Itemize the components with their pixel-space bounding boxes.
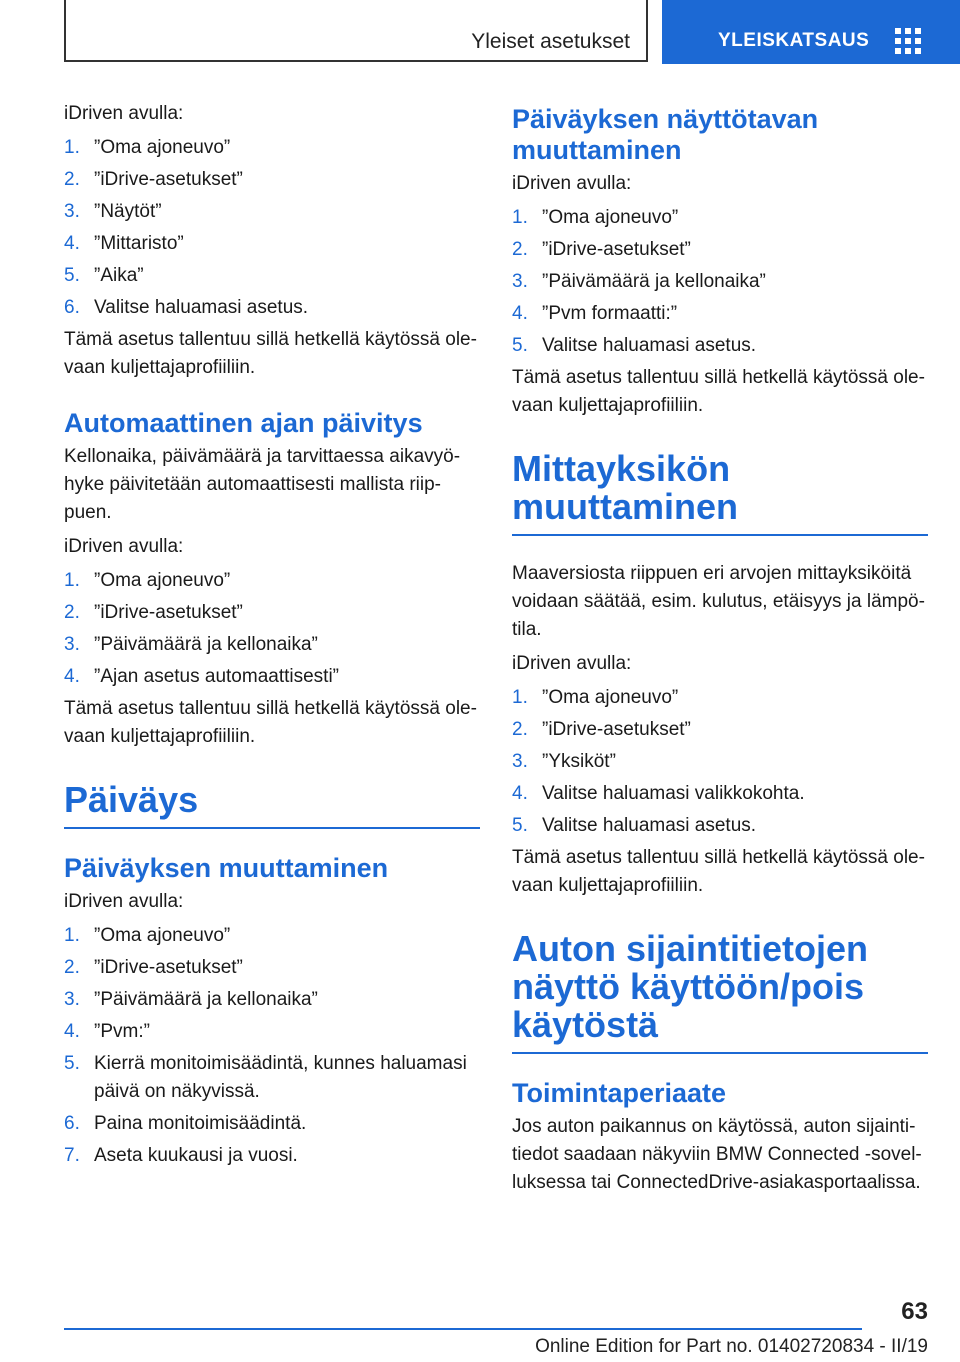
- list-item: [64, 954, 480, 982]
- step-number: 1.: [512, 207, 528, 228]
- list-item: [512, 204, 928, 232]
- heading-change-date: Päiväyksen muuttaminen: [64, 853, 389, 883]
- note-text: Tämä asetus tallentuu sillä hetkellä käytössä ole-vaan kuljettajaprofiiliin.: [64, 698, 477, 747]
- list-item: [64, 986, 480, 1014]
- list-item: [64, 1050, 480, 1106]
- step-text: Valitse haluamasi valikkokohta.: [542, 783, 805, 804]
- step-text: ”Pvm formaatti:”: [542, 303, 678, 324]
- step-text: ”Pvm:”: [94, 1021, 150, 1042]
- step-number: 2.: [64, 169, 80, 190]
- intro-text: iDriven avulla:: [64, 103, 184, 124]
- list-item: [512, 268, 928, 296]
- step-number: 3.: [64, 201, 80, 222]
- step-text: ”Ajan asetus automaattisesti”: [94, 666, 340, 687]
- step-text: ”Oma ajoneuvo”: [94, 570, 231, 591]
- step-text: ”iDrive-asetukset”: [542, 239, 691, 260]
- step-number: 3.: [64, 634, 80, 655]
- step-text: ”Mittaristo”: [94, 233, 184, 254]
- step-number: 1.: [64, 925, 80, 946]
- step-text: Paina monitoimisäädintä.: [94, 1113, 307, 1134]
- units-text: Maaversiosta riippuen eri arvojen mittayksiköitä voidaan säätää, esim. kulutus, etäisyys ja lämpö-tila.: [512, 563, 925, 640]
- left-column: [64, 100, 480, 1174]
- intro-text: iDriven avulla:: [512, 653, 632, 674]
- step-text: Aseta kuukausi ja vuosi.: [94, 1145, 298, 1166]
- right-column: [512, 100, 928, 1203]
- list-item: [512, 332, 928, 360]
- step-text: ”Päivämäärä ja kellonaika”: [542, 271, 766, 292]
- principle-text: Jos auton paikannus on käytössä, auton sijainti-tiedot saadaan näkyviin BMW Connected -sovel-luksessa tai ConnectedDrive-asiakasportaalissa.: [512, 1116, 922, 1193]
- list-item: [512, 716, 928, 744]
- step-number: 6.: [64, 1113, 80, 1134]
- step-text: ”iDrive-asetukset”: [542, 719, 691, 740]
- step-number: 1.: [64, 137, 80, 158]
- section-title: Yleiset asetukset: [471, 30, 630, 53]
- heading-date: Päiväys: [64, 781, 480, 829]
- note-text: Tämä asetus tallentuu sillä hetkellä käytössä ole-vaan kuljettajaprofiiliin.: [512, 847, 925, 896]
- step-number: 5.: [512, 815, 528, 836]
- steps-list: [64, 922, 480, 1170]
- step-number: 2.: [64, 602, 80, 623]
- overview-tab-label: YLEISKATSAUS: [718, 30, 870, 51]
- step-number: 4.: [64, 1021, 80, 1042]
- heading-date-format: Päiväyksen näyttötavan muuttaminen: [512, 104, 819, 165]
- step-text: ”iDrive-asetukset”: [94, 957, 243, 978]
- step-number: 4.: [512, 783, 528, 804]
- list-item: [64, 262, 480, 290]
- list-item: [64, 567, 480, 595]
- list-item: [64, 663, 480, 691]
- step-text: ”Oma ajoneuvo”: [542, 207, 679, 228]
- step-number: 1.: [512, 687, 528, 708]
- list-item: [64, 166, 480, 194]
- step-text: ”Aika”: [94, 265, 144, 286]
- step-text: ”Yksiköt”: [542, 751, 616, 772]
- list-item: [64, 1018, 480, 1046]
- intro-text: iDriven avulla:: [64, 536, 184, 557]
- step-text: ”Päivämäärä ja kellonaika”: [94, 989, 318, 1010]
- steps-list: [512, 684, 928, 840]
- note-text: Tämä asetus tallentuu sillä hetkellä käytössä ole-vaan kuljettajaprofiiliin.: [64, 329, 477, 378]
- heading-location: Auton sijaintitietojen näyttö käyttöön/pois käytöstä: [512, 930, 928, 1054]
- step-number: 3.: [64, 989, 80, 1010]
- note-text: Tämä asetus tallentuu sillä hetkellä käytössä ole-vaan kuljettajaprofiiliin.: [512, 367, 925, 416]
- list-item: [64, 1142, 480, 1170]
- list-item: [64, 1110, 480, 1138]
- header-frame: [64, 0, 648, 62]
- list-item: [64, 294, 480, 322]
- list-item: [64, 599, 480, 627]
- step-text: Valitse haluamasi asetus.: [94, 297, 309, 318]
- list-item: [64, 134, 480, 162]
- list-item: [64, 198, 480, 226]
- list-item: [64, 631, 480, 659]
- heading-principle: Toimintaperiaate: [512, 1078, 727, 1108]
- list-item: [512, 236, 928, 264]
- list-item: [512, 300, 928, 328]
- steps-list: [64, 134, 480, 322]
- step-number: 5.: [512, 335, 528, 356]
- grid-icon: [895, 28, 921, 52]
- auto-time-text: Kellonaika, päivämäärä ja tarvittaessa aikavyö-hyke päivitetään automaattisesti mallista riip-puen.: [64, 446, 461, 523]
- step-text: ”Oma ajoneuvo”: [94, 925, 231, 946]
- step-text: Valitse haluamasi asetus.: [542, 335, 757, 356]
- edition-text: Online Edition for Part no. 01402720834 - II/19: [535, 1336, 928, 1357]
- step-number: 2.: [64, 957, 80, 978]
- step-number: 3.: [512, 751, 528, 772]
- steps-list: [512, 204, 928, 360]
- step-number: 5.: [64, 265, 80, 286]
- step-number: 4.: [64, 666, 80, 687]
- list-item: [64, 230, 480, 258]
- list-item: [64, 922, 480, 950]
- steps-list: [64, 567, 480, 691]
- step-text: Kierrä monitoimisäädintä, kunnes haluamasi päivä on näkyvissä.: [94, 1053, 467, 1102]
- step-text: Valitse haluamasi asetus.: [542, 815, 757, 836]
- heading-units: Mittayksikön muuttaminen: [512, 450, 928, 536]
- step-text: ”Oma ajoneuvo”: [542, 687, 679, 708]
- page-number: 63: [901, 1298, 928, 1325]
- intro-text: iDriven avulla:: [512, 173, 632, 194]
- step-number: 4.: [64, 233, 80, 254]
- step-number: 2.: [512, 719, 528, 740]
- step-text: ”Näytöt”: [94, 201, 162, 222]
- step-number: 3.: [512, 271, 528, 292]
- overview-tab[interactable]: [662, 0, 960, 64]
- step-number: 5.: [64, 1053, 80, 1074]
- intro-text: iDriven avulla:: [64, 891, 184, 912]
- footer-divider: [64, 1328, 862, 1330]
- step-number: 2.: [512, 239, 528, 260]
- list-item: [512, 780, 928, 808]
- step-number: 7.: [64, 1145, 80, 1166]
- step-number: 6.: [64, 297, 80, 318]
- list-item: [512, 684, 928, 712]
- step-number: 1.: [64, 570, 80, 591]
- step-text: ”Päivämäärä ja kellonaika”: [94, 634, 318, 655]
- step-text: ”iDrive-asetukset”: [94, 169, 243, 190]
- list-item: [512, 812, 928, 840]
- step-text: ”iDrive-asetukset”: [94, 602, 243, 623]
- list-item: [512, 748, 928, 776]
- step-text: ”Oma ajoneuvo”: [94, 137, 231, 158]
- step-number: 4.: [512, 303, 528, 324]
- heading-auto-time: Automaattinen ajan päivitys: [64, 408, 423, 438]
